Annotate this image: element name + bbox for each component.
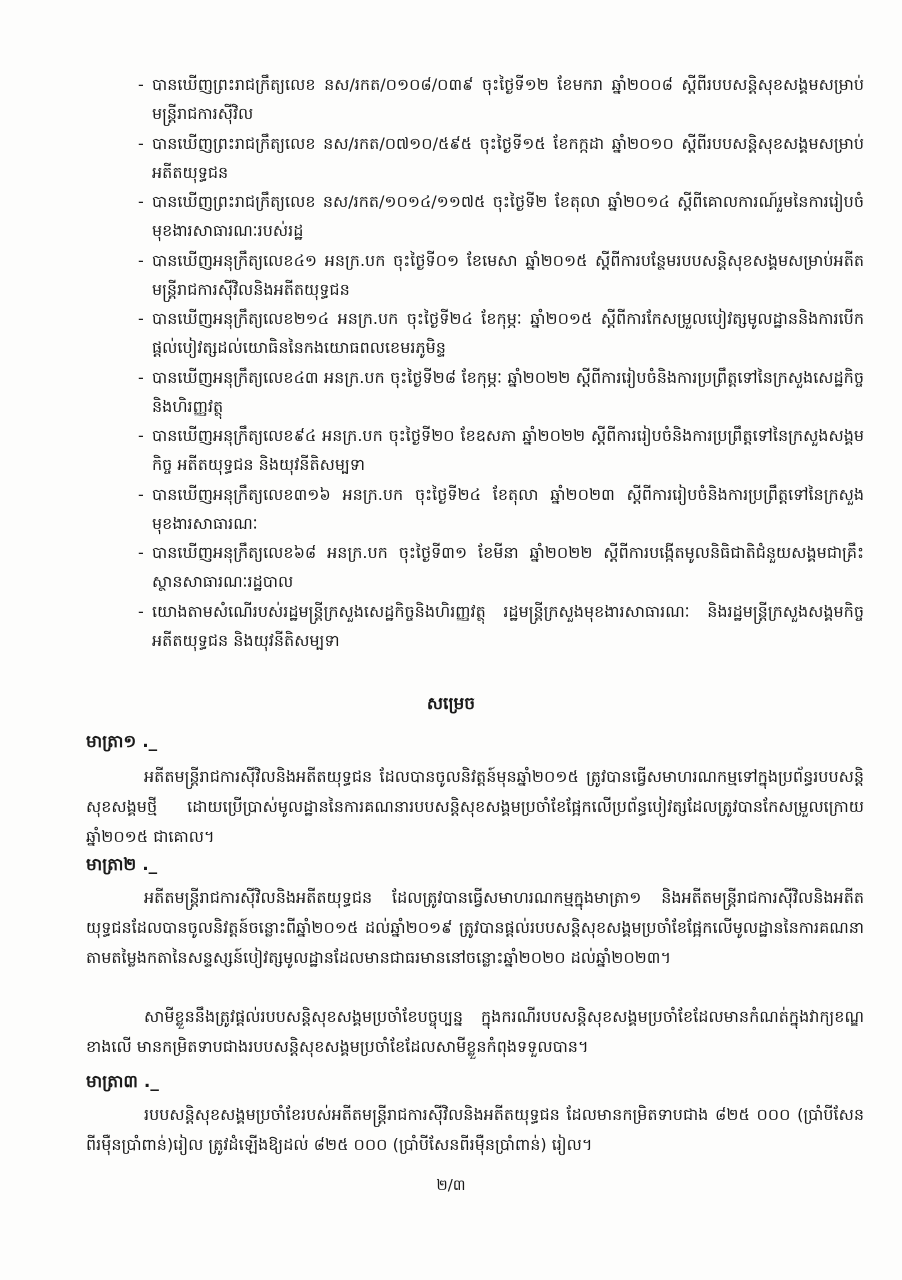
decision-heading: សម្រេច [426,694,476,714]
bullet-dash: - [138,543,144,562]
bullet-dash: - [138,309,144,328]
preamble-text: បានឃើញព្រះរាជក្រឹត្យលេខ នស/រកត/០៧១០/៥៩៥ ចុះថ្ងៃទី១៥ ខែកក្កដា ឆ្នាំ២០១០ ស្តីពីរបបសន្តិសុខសង្គមសម្រាប់អតីតយុទ្ធជន [152,133,864,182]
bullet-dash: - [138,426,144,445]
preamble-text: បានឃើញអនុក្រឹត្យលេខ២១៤ អនក្រ.បក ចុះថ្ងៃទី២៤ ខែកុម្ភៈ ឆ្នាំ២០១៥ ស្តីពីការកែសម្រួលបៀវត្សមូលដ្ឋាននិងការបើកផ្តល់បៀវត្សដល់យោធិននៃកងយោធពលខេមរភូមិន្ទ [152,309,864,357]
bullet-dash: - [138,75,144,94]
preamble-item [138,246,864,304]
bullet-dash: - [138,601,144,621]
preamble-text: បានឃើញអនុក្រឹត្យលេខ៩៤ អនក្រ.បក ចុះថ្ងៃទី២០ ខែឧសភា ឆ្នាំ២០២២ ស្តីពីការរៀបចំនិងការប្រព្រឹត្តទៅនៃក្រសួងសង្គមកិច្ច អតីតយុទ្ធជន និងយុវនីតិសម្បទា [152,426,864,474]
bullet-dash: - [138,133,144,153]
bullet-dash: - [138,367,144,387]
article-2-paragraph: សាមីខ្លួននឹងត្រូវផ្តល់របបសន្តិសុខសង្គមប្រចាំខែបច្ចុប្បន្ន ក្នុងករណីរបបសន្តិសុខសង្គមប្រចាំខែដែលមានកំណត់ក្នុងវាក្យខណ្ឌខាងលើ មានកម្រិតទាបជាងរបបសន្តិសុខសង្គមប្រចាំខែដែលសាមីខ្លួនកំពុងទទួលបាន។ [86,1007,864,1056]
page-number: ២/៣ [436,1176,466,1194]
preamble-item [138,538,864,596]
preamble-text: បានឃើញអនុក្រឹត្យលេខ៤១ អនក្រ.បក ចុះថ្ងៃទី០១ ខែមេសា ឆ្នាំ២០១៥ ស្តីពីការបន្ថែមរបបសន្តិសុខសង្គមសម្រាប់អតីតមន្ត្រីរាជការស៊ីវិលនិងអតីតយុទ្ធជន [152,250,864,299]
article-1-title: មាត្រា១ ._ [86,732,158,752]
article-2-paragraph: អតីតមន្ត្រីរាជការស៊ីវិលនិងអតីតយុទ្ធជន ដែលត្រូវបានធ្វើសមាហរណកម្មក្នុងមាត្រា១ និងអតីតមន្ត្រីរាជការស៊ីវិលនិងអតីតយុទ្ធជនដែលបានចូលនិវត្តន៍ចន្លោះពីឆ្នាំ២០១៥ ដល់ឆ្នាំ២០១៩ ត្រូវបានផ្តល់របបសន្តិសុខសង្គមប្រចាំខែផ្អែកលើមូលដ្ឋាននៃការគណនាតាមតម្លៃងកតានៃសន្ទស្សន៍បៀវត្សមូលដ្ឋានដែលមានជាធរមាននៅចន្លោះឆ្នាំ២០២០ ដល់ឆ្នាំ២០២៣។ [86,888,864,967]
article-3-paragraph: របបសន្តិសុខសង្គមប្រចាំខែរបស់អតីតមន្ត្រីរាជការស៊ីវិលនិងអតីតយុទ្ធជន ដែលមានកម្រិតទាបជាង ៨២៥ ០០០ (ប្រាំបីសែនពីរម៉ឺនប្រាំពាន់)រៀល ត្រូវដំឡើងឱ្យដល់ ៨២៥ ០០០ (ប្រាំបីសែនពីរម៉ឺនប្រាំពាន់) រៀល។ [86,1105,864,1154]
preamble-list [138,70,864,655]
preamble-item [138,480,864,538]
preamble-text: បានឃើញព្រះរាជក្រឹត្យលេខ នស/រកត/១០១៤/១១៧៥ ចុះថ្ងៃទី២ ខែតុលា ឆ្នាំ២០១៤ ស្តីពីគោលការណ៍រួមនៃការរៀបចំមុខងារសាធារណៈរបស់រដ្ឋ [152,192,864,240]
bullet-dash: - [138,484,144,504]
bullet-dash: - [138,192,144,211]
article-2-title: មាត្រា២ ._ [86,855,158,875]
preamble-text: យោងតាមសំណើរបស់រដ្ឋមន្ត្រីក្រសួងសេដ្ឋកិច្ចនិងហិរញ្ញវត្ថុ រដ្ឋមន្ត្រីក្រសួងមុខងារសាធារណៈ និងរដ្ឋមន្ត្រីក្រសួងសង្គមកិច្ច អតីតយុទ្ធជន និងយុវនីតិសម្បទា [152,601,864,650]
preamble-text: បានឃើញអនុក្រឹត្យលេខ៦៨ អនក្រ.បក ចុះថ្ងៃទី៣១ ខែមីនា ឆ្នាំ២០២២ ស្តីពីការបង្កើតមូលនិធិជាតិជំនួយសង្គមជាគ្រឹះស្ថានសាធារណៈរដ្ឋបាល [152,543,864,591]
preamble-item [138,363,864,421]
preamble-text: បានឃើញអនុក្រឹត្យលេខ៤៣ អនក្រ.បក ចុះថ្ងៃទី២៨ ខែកុម្ភៈ ឆ្នាំ២០២២ ស្តីពីការរៀបចំនិងការប្រព្រឹត្តទៅនៃក្រសួងសេដ្ឋកិច្ចនិងហិរញ្ញវត្ថុ [152,367,864,416]
preamble-text: បានឃើញព្រះរាជក្រឹត្យលេខ នស/រកត/០១០៨/០៣៩ ចុះថ្ងៃទី១២ ខែមករា ឆ្នាំ២០០៨ ស្តីពីរបបសន្តិសុខសង្គមសម្រាប់មន្ត្រីរាជការស៊ីវិល [152,75,864,123]
preamble-item [138,70,864,128]
preamble-item [138,129,864,187]
article-1-paragraph: អតីតមន្ត្រីរាជការស៊ីវិលនិងអតីតយុទ្ធជន ដែលបានចូលនិវត្តន៍មុនឆ្នាំ២០១៥ ត្រូវបានធ្វើសមាហរណកម្មទៅក្នុងប្រព័ន្ធរបបសន្តិសុខសង្គមថ្មី ដោយប្រើប្រាស់មូលដ្ឋាននៃការគណនារបបសន្តិសុខសង្គមប្រចាំខែផ្អែកលើប្រព័ន្ធបៀវត្សដែលត្រូវបានកែសម្រួលក្រោយឆ្នាំ២០១៥ ជាគោល។ [86,767,864,846]
preamble-item [138,597,864,655]
preamble-item [138,187,864,245]
bullet-dash: - [138,250,144,270]
preamble-text: បានឃើញអនុក្រឹត្យលេខ៣១៦ អនក្រ.បក ចុះថ្ងៃទី២៤ ខែតុលា ឆ្នាំ២០២៣ ស្តីពីការរៀបចំនិងការប្រព្រឹត្តទៅនៃក្រសួងមុខងារសាធារណៈ [152,484,864,533]
preamble-item [138,304,864,362]
preamble-item [138,421,864,479]
article-3-title: មាត្រា៣ ._ [86,1072,159,1092]
